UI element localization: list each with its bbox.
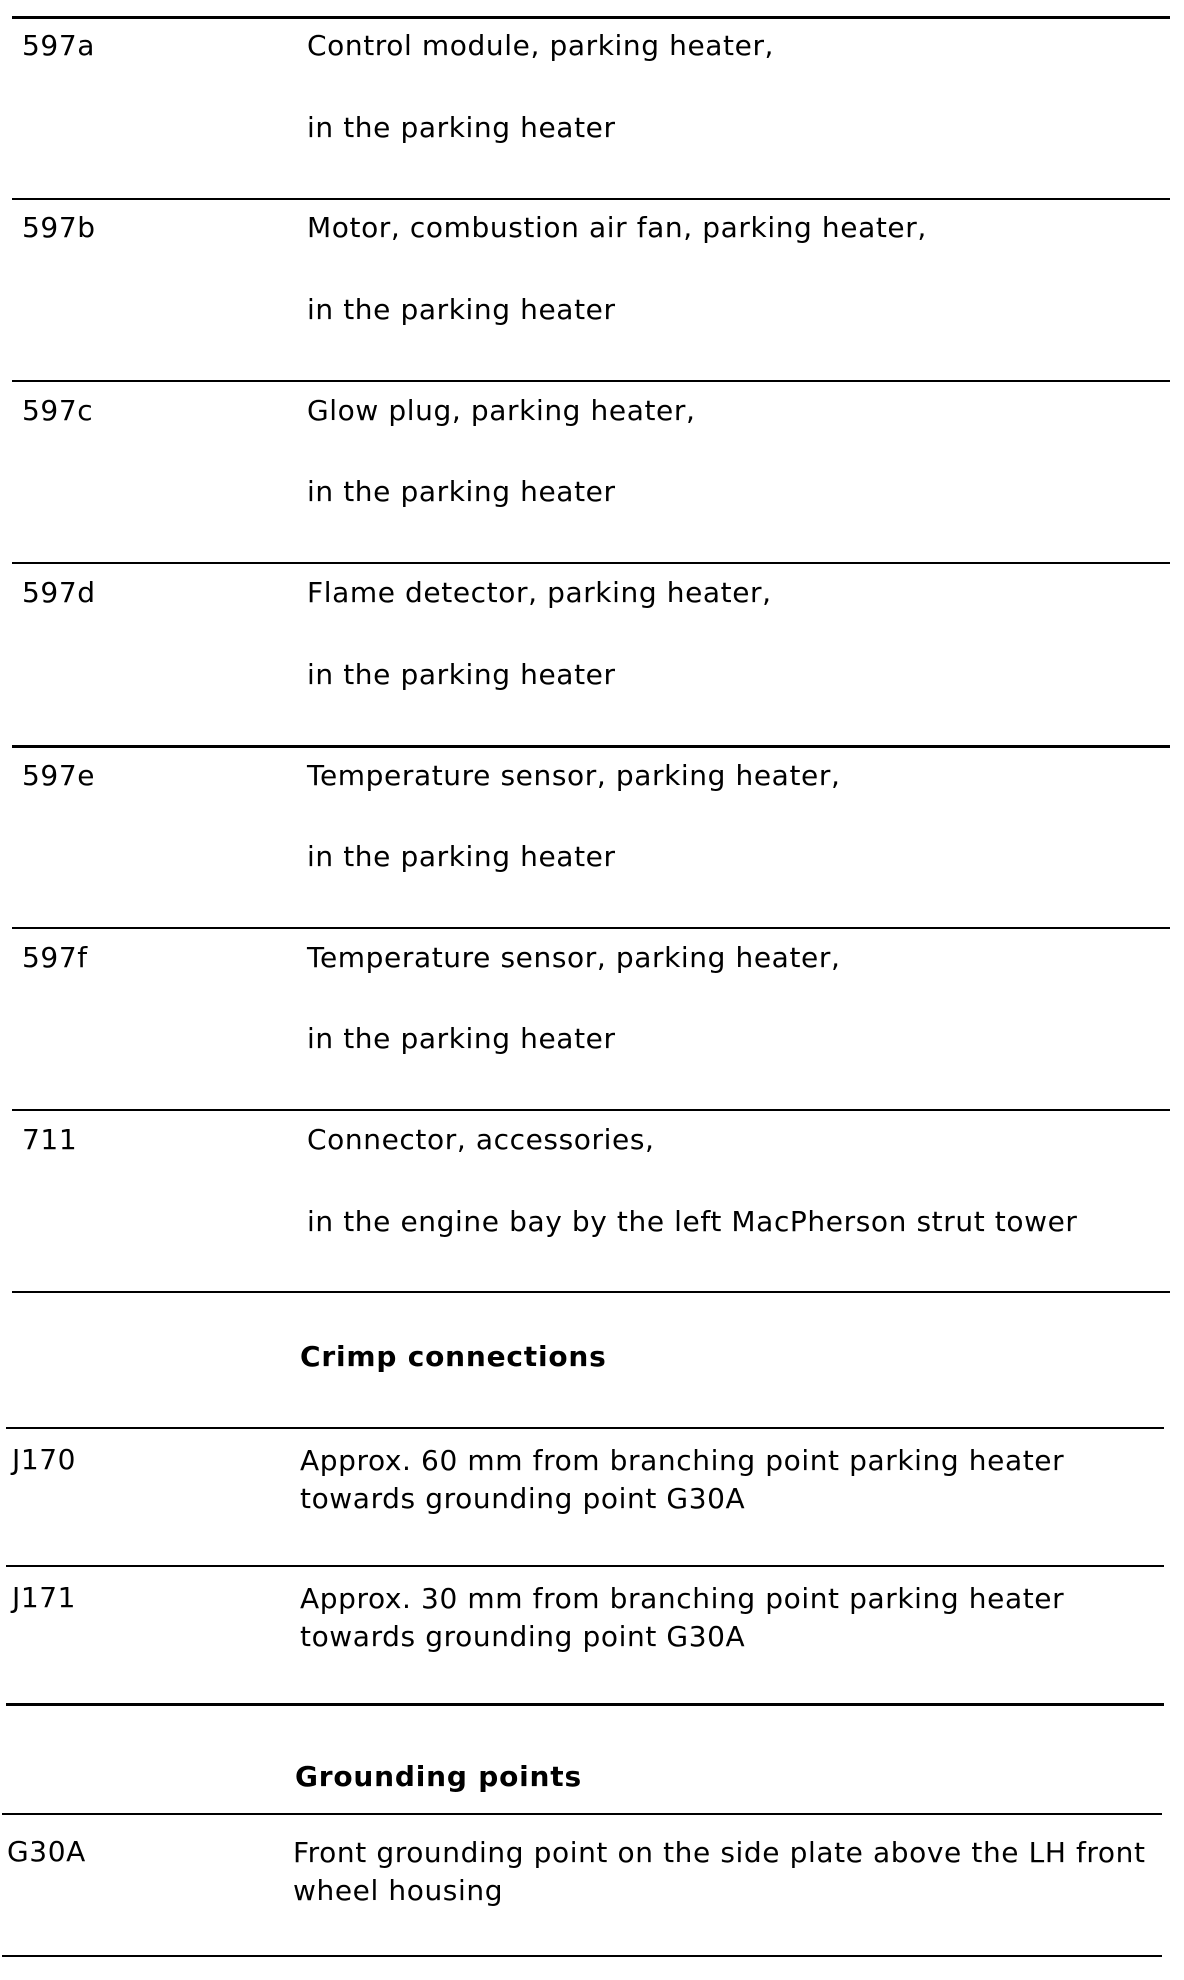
component-location: in the parking heater xyxy=(307,840,616,873)
crimp-code: J170 xyxy=(12,1443,77,1476)
component-code: 597b xyxy=(22,211,96,244)
table-rule xyxy=(6,1703,1164,1706)
component-description: Motor, combustion air fan, parking heater, xyxy=(307,211,927,244)
component-description: Temperature sensor, parking heater, xyxy=(307,941,841,974)
component-code: 597d xyxy=(22,576,96,609)
crimp-description: Approx. 60 mm from branching point parking heater towards grounding point G30A xyxy=(300,1444,1065,1515)
component-description: Connector, accessories, xyxy=(307,1123,655,1156)
component-description: Flame detector, parking heater, xyxy=(307,576,772,609)
component-location: in the parking heater xyxy=(307,293,616,326)
component-description: Temperature sensor, parking heater, xyxy=(307,759,841,792)
table-rule xyxy=(12,927,1170,929)
table-rule xyxy=(2,1813,1162,1815)
grounding-code: G30A xyxy=(7,1835,86,1868)
grounding-description: Front grounding point on the side plate above the LH front wheel housing xyxy=(293,1836,1146,1907)
section-heading-grounding-points: Grounding points xyxy=(295,1760,582,1793)
component-code: 597a xyxy=(22,29,96,62)
component-location: in the parking heater xyxy=(307,1022,616,1055)
table-rule xyxy=(12,562,1170,564)
component-location: in the parking heater xyxy=(307,658,616,691)
component-description: Control module, parking heater, xyxy=(307,29,775,62)
component-location: in the parking heater xyxy=(307,475,616,508)
component-code: 597e xyxy=(22,759,96,792)
table-rule xyxy=(12,198,1170,200)
table-rule xyxy=(12,16,1170,19)
component-location: in the engine bay by the left MacPherson strut tower xyxy=(307,1205,1078,1238)
table-rule xyxy=(12,745,1170,748)
component-description: Glow plug, parking heater, xyxy=(307,394,696,427)
component-code: 597f xyxy=(22,941,88,974)
crimp-code: J171 xyxy=(12,1581,77,1614)
component-location: in the parking heater xyxy=(307,111,616,144)
table-rule xyxy=(12,1291,1170,1293)
table-rule xyxy=(2,1955,1162,1957)
component-code: 597c xyxy=(22,394,94,427)
table-rule xyxy=(12,380,1170,382)
crimp-description: Approx. 30 mm from branching point parking heater towards grounding point G30A xyxy=(300,1582,1065,1653)
table-rule xyxy=(6,1565,1164,1567)
component-code: 711 xyxy=(22,1123,78,1156)
table-rule xyxy=(12,1109,1170,1111)
section-heading-crimp-connections: Crimp connections xyxy=(300,1340,607,1373)
table-rule xyxy=(6,1427,1164,1429)
